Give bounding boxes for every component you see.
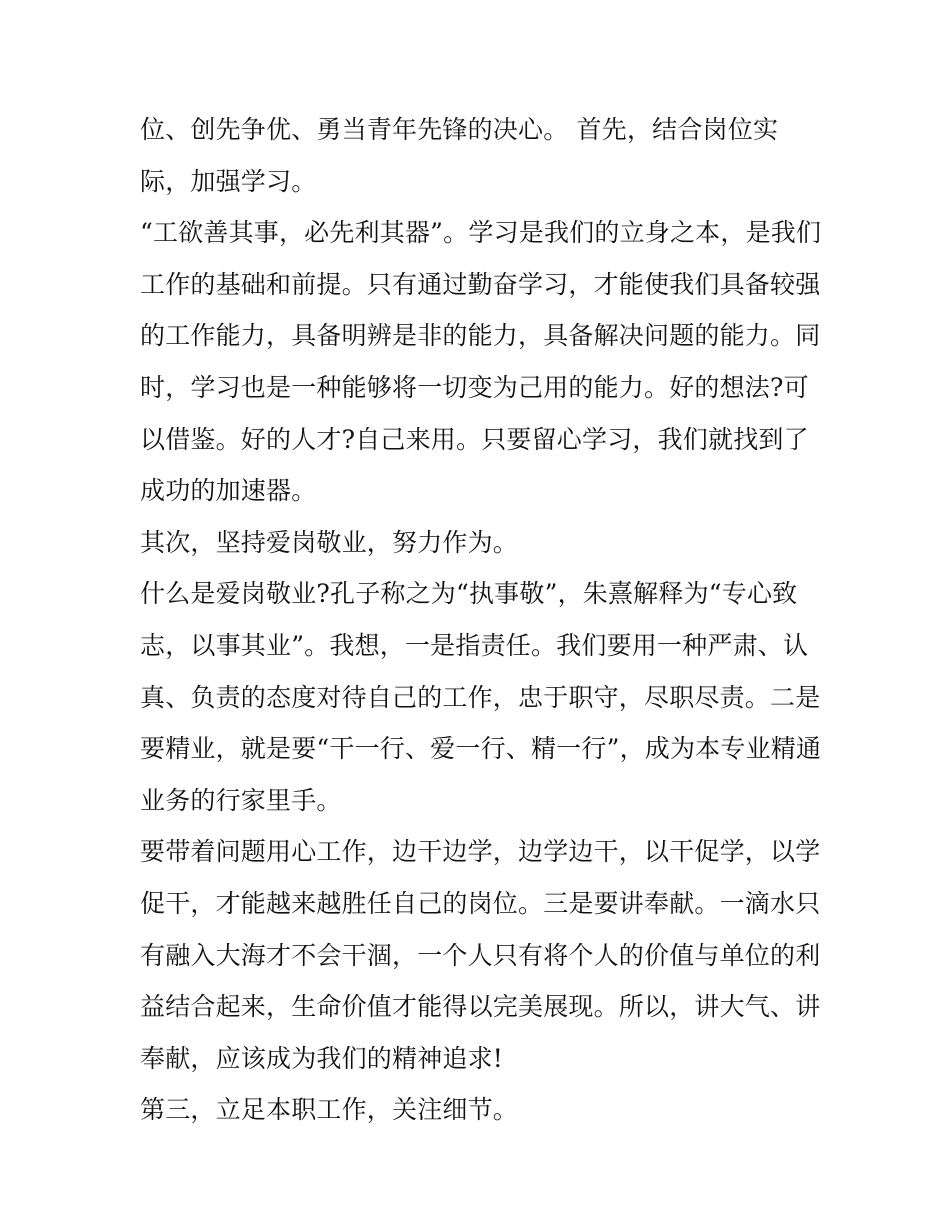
text-line: “工欲善其事，必先利其器”。学习是我们的立身之本，是我们 — [140, 218, 822, 248]
text-line: 位、创先争优、勇当青年先锋的决心。 首先，结合岗位实 — [140, 115, 779, 144]
text-line: 真、负责的态度对待自己的工作，忠于职守，尽职尽责。二是 — [140, 682, 821, 712]
text-line: 要带着问题用心工作，边干边学，边学边干，以干促学，以学 — [140, 837, 821, 867]
text-line: 有融入大海才不会干涸，一个人只有将个人的价值与单位的利 — [140, 940, 821, 970]
text-line: 工作的基础和前提。只有通过勤奋学习，才能使我们具备较强 — [140, 269, 821, 299]
document-body — [140, 104, 820, 1136]
text-line: 业务的行家里手。 — [140, 785, 342, 815]
text-line: 奉献，应该成为我们的精神追求! — [140, 1043, 504, 1073]
text-line: 要精业，就是要“干一行、爱一行、精一行”，成为本专业精通 — [140, 734, 822, 764]
text-line: 志，以事其业”。我想，一是指责任。我们要用一种严肃、认 — [140, 630, 809, 660]
text-line: 时，学习也是一种能够将一切变为己用的能力。好的想法?可 — [140, 372, 809, 402]
text-line: 促干，才能越来越胜任自己的岗位。三是要讲奉献。一滴水只 — [140, 888, 821, 918]
text-line: 以借鉴。好的人才?自己来用。只要留心学习，我们就找到了 — [140, 424, 809, 454]
text-line: 什么是爱岗敬业?孔子称之为“执事敬”，朱熹解释为“专心致 — [140, 579, 798, 609]
text-line: 益结合起来，生命价值才能得以完美展现。所以，讲大气、讲 — [140, 992, 821, 1022]
text-line: 际，加强学习。 — [140, 166, 317, 196]
text-line: 成功的加速器。 — [140, 476, 317, 506]
text-line: 的工作能力，具备明辨是非的能力，具备解决问题的能力。同 — [140, 321, 821, 351]
text-line: 第三，立足本职工作，关注细节。 — [140, 1095, 519, 1125]
text-line: 其次，坚持爱岗敬业，努力作为。 — [140, 527, 519, 557]
